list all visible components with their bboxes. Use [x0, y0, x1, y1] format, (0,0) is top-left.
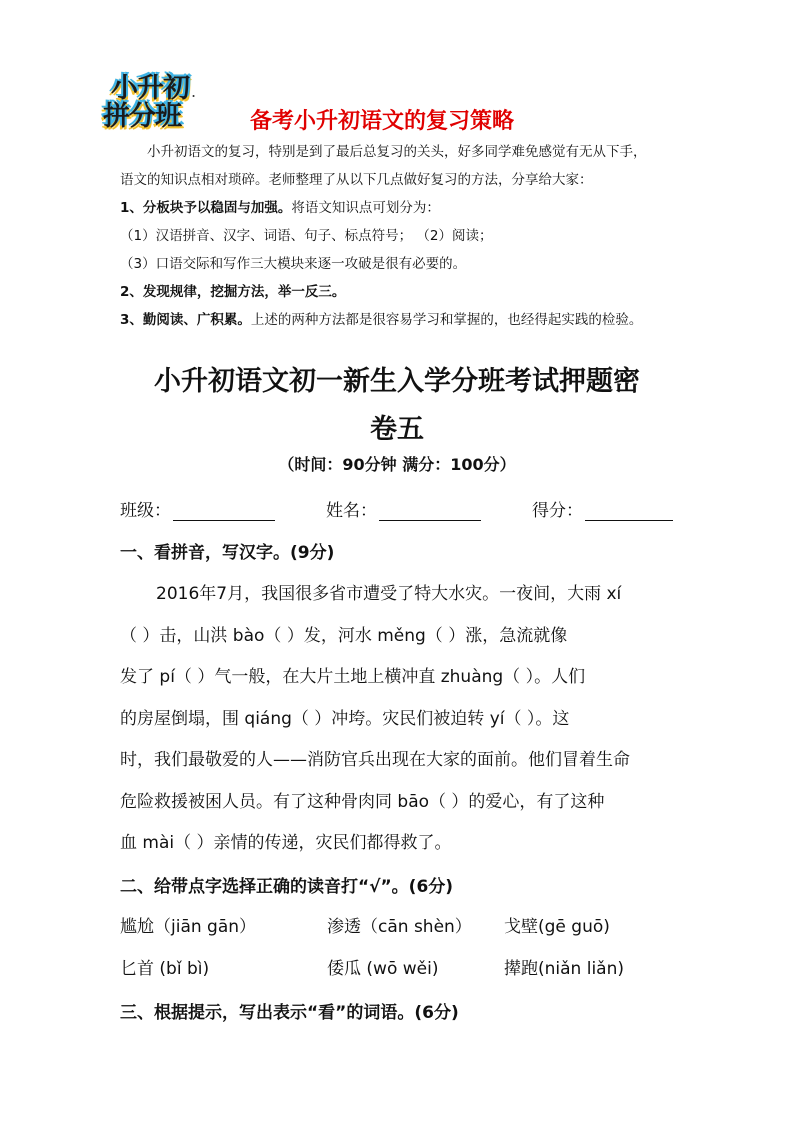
name-blank[interactable] — [379, 502, 481, 521]
section-1-heading: 一、看拼音，写汉字。(9分) — [120, 543, 335, 563]
name-field — [326, 496, 481, 521]
pinyin-item: 渗透（cān shèn） — [327, 917, 472, 937]
banner-title: 备考小升初语文的复习策略 — [250, 109, 515, 134]
logo — [103, 66, 203, 132]
class-field — [120, 496, 275, 521]
logo-line-2: 拼分班 — [103, 101, 181, 132]
intro-point-2 — [120, 278, 680, 306]
passage-line: 时，我们最敬爱的人——消防官兵出现在大家的面前。他们冒着生命 — [120, 750, 630, 770]
intro-paragraph-line-1: 小升初语文的复习，特别是到了最后总复习的关头，好多同学难免感觉有无从下手， — [147, 144, 647, 160]
passage-line: 发了 pí（ ）气一般，在大片土地上横冲直 zhuàng（ ）。人们 — [120, 667, 586, 687]
section-1-passage — [120, 574, 680, 865]
pinyin-row-2 — [120, 954, 680, 984]
intro-point-3 — [120, 306, 680, 334]
class-label: 班级： — [120, 501, 171, 521]
student-info-row — [120, 496, 676, 522]
intro-point-1-text: 将语文知识点可划分为： — [291, 200, 440, 216]
passage-line: 的房屋倒塌，围 qiáng（ ）冲垮。灾民们被迫转 yí（ ）。这 — [120, 708, 570, 729]
logo-line-1: 小升初 — [111, 73, 189, 104]
passage-line: 2016年7月，我国很多省市遭受了特大水灾。一夜间，大雨 xí — [156, 584, 622, 604]
score-field — [532, 496, 673, 521]
pinyin-item: 撵跑(niǎn liǎn) — [504, 959, 624, 979]
intro-section — [120, 138, 680, 334]
exam-title-line-2: 卷五 — [370, 414, 424, 445]
exam-time-score: （时间：90分钟 满分：100分） — [278, 455, 516, 474]
name-label: 姓名： — [326, 501, 377, 521]
section-2-heading: 二、给带点字选择正确的读音打“√”。(6分) — [120, 877, 454, 897]
intro-point-1 — [120, 194, 680, 222]
intro-point-3-text: 上述的两种方法都是很容易学习和掌握的，也经得起实践的检验。 — [250, 312, 643, 328]
logo-mark: . — [191, 82, 197, 101]
pinyin-item: 倭瓜 (wō wěi) — [327, 959, 439, 979]
pinyin-item: 戈壁(gē guō) — [504, 917, 610, 937]
intro-point-1-bold: 1、分板块予以稳固与加强。 — [120, 200, 292, 216]
class-blank[interactable] — [173, 502, 275, 521]
score-label: 得分： — [532, 501, 583, 521]
intro-point-3-bold: 3、勤阅读、广积累。 — [120, 312, 251, 328]
exam-title — [100, 358, 694, 454]
passage-line: 危险救援被困人员。有了这种骨肉同 bāo（ ）的爱心，有了这种 — [120, 791, 605, 812]
intro-point-2-bold: 2、发现规律，挖掘方法，举一反三。 — [120, 284, 346, 300]
intro-point-1-sub-a: （1）汉语拼音、汉字、词语、句子、标点符号； （2）阅读； — [120, 228, 493, 244]
passage-line: （ ）击，山洪 bào（ ）发，河水 měng（ ）涨，急流就像 — [120, 625, 568, 646]
section-3-heading: 三、根据提示，写出表示“看”的词语。(6分) — [120, 1003, 459, 1023]
passage-line: 血 mài（ ）亲情的传递，灾民们都得救了。 — [120, 833, 452, 853]
pinyin-item: 匕首 (bǐ bì) — [120, 959, 210, 979]
score-blank[interactable] — [585, 502, 673, 521]
intro-point-1-sub-b: （3）口语交际和写作三大模块来逐一攻破是很有必要的。 — [120, 256, 467, 272]
pinyin-item: 尴尬（jiān gān） — [120, 917, 257, 937]
intro-paragraph-line-2: 语文的知识点相对琐碎。老师整理了从以下几点做好复习的方法，分享给大家： — [120, 172, 593, 188]
pinyin-row-1 — [120, 912, 680, 942]
exam-title-line-1: 小升初语文初一新生入学分班考试押题密 — [154, 366, 640, 397]
